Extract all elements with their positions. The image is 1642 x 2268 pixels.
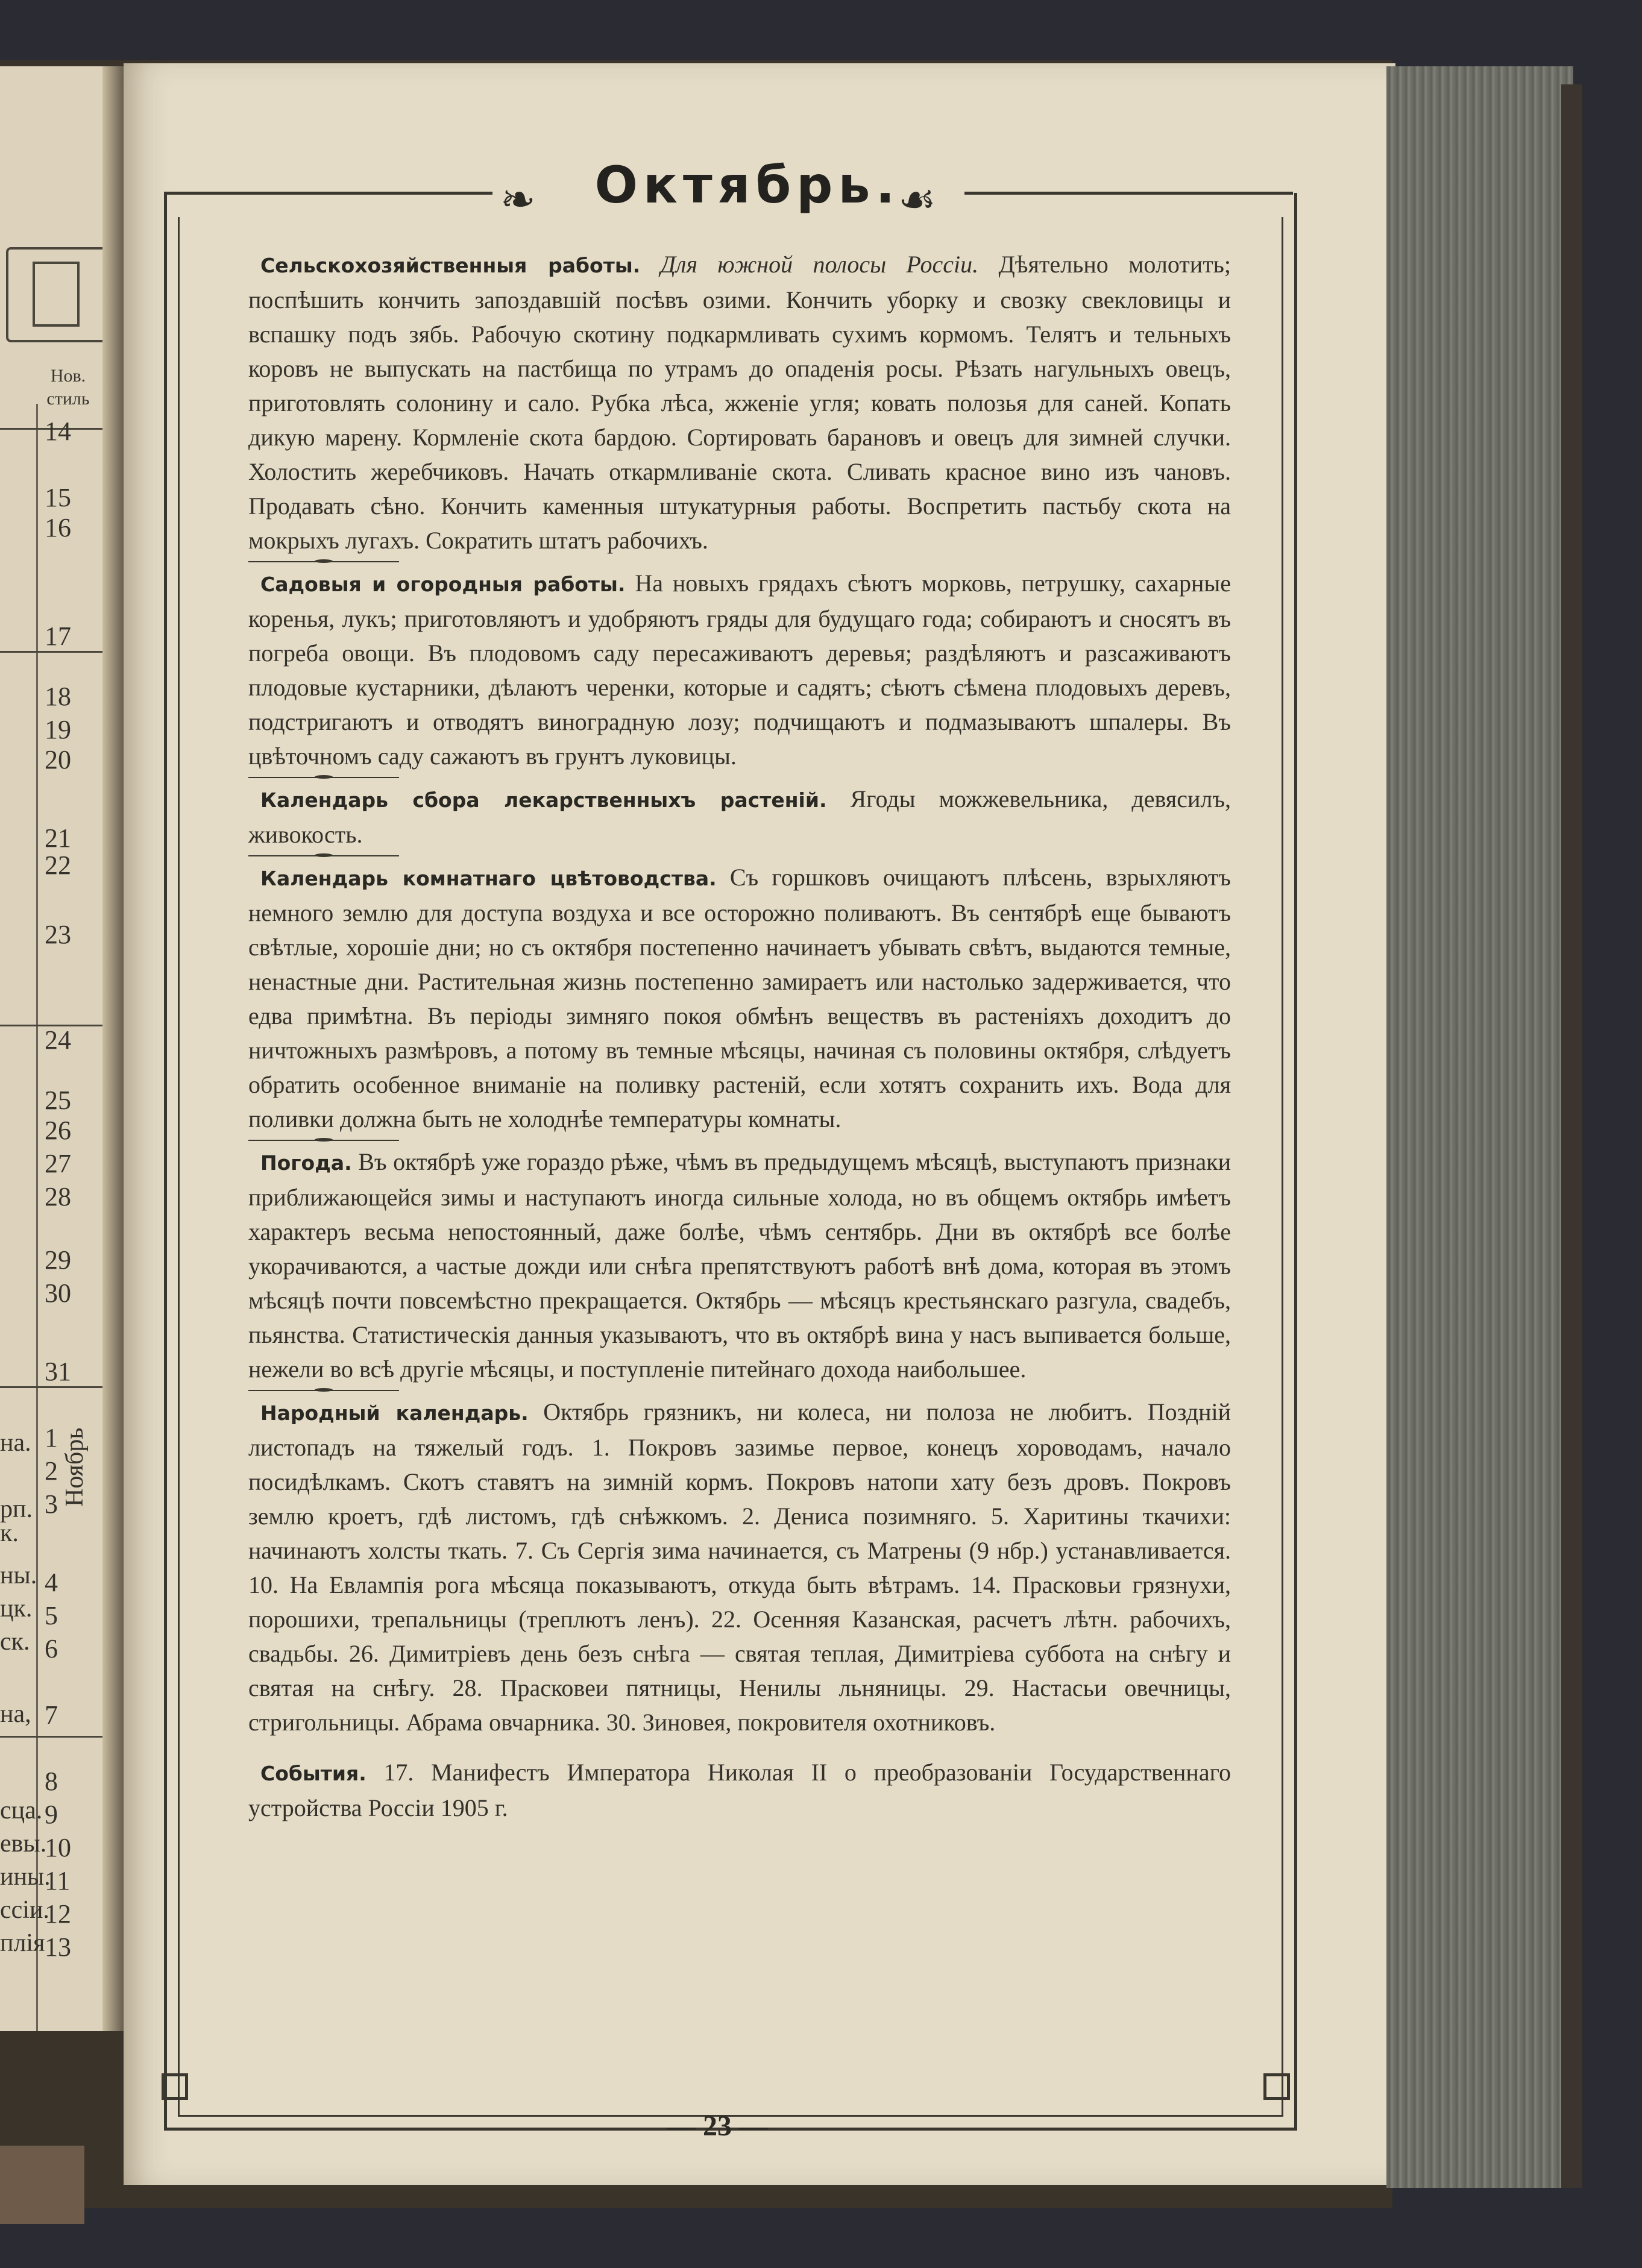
section-heading: Народный календарь. — [260, 1401, 529, 1425]
left-day-number: 9 — [45, 1800, 58, 1829]
section-garden — [248, 566, 1231, 773]
left-page-fragment — [0, 66, 116, 2031]
left-column-header: Нов. стиль — [46, 366, 90, 409]
section-subheading: Для южной полосы Россiи. — [660, 251, 979, 278]
section-divider — [248, 1140, 399, 1141]
left-day-number: 3 — [45, 1489, 58, 1519]
left-text-fragment: сца. — [0, 1797, 43, 1824]
section-heading: Садовыя и огородныя работы. — [260, 573, 626, 596]
left-text-fragment: ины. — [0, 1863, 51, 1891]
left-day-number: 25 — [45, 1085, 71, 1115]
left-day-number: 16 — [45, 513, 71, 542]
section-text: Съ горшковъ очищаютъ плѣсень, взрыхляютъ немного землю для доступа воздуха и все осторожно поливаютъ. Въ сентябрѣ еще бываютъ свѣтлые, хорошiе дни; но съ октября постепенно начинаетъ убывать свѣтъ, выдаются темные, ненастные дни. Растительная жизнь постепенно замираетъ или настолько задерживается, что едва примѣтна. Въ перiоды зимняго покоя обмѣнъ веществъ въ растенiяхъ доходитъ до ничтожныхъ размѣровъ, а потому въ темные мѣсяцы, начиная съ половины октября, слѣдуетъ обратить особенное вниманiе на поливку растенiй, если хотятъ сохранить ихъ. Вода для поливки должна быть не холоднѣе температуры комнаты. — [248, 864, 1231, 1132]
section-divider — [248, 1390, 399, 1391]
left-day-number: 11 — [45, 1866, 71, 1896]
section-folk-calendar — [248, 1395, 1231, 1739]
left-day-number: 17 — [45, 621, 71, 651]
left-day-number: 20 — [45, 745, 71, 774]
left-text-fragment: к. — [0, 1519, 19, 1547]
column-rule — [36, 404, 38, 2031]
section-medicinal-plants — [248, 782, 1231, 852]
left-day-number: 4 — [45, 1568, 58, 1597]
left-day-number: 5 — [45, 1601, 58, 1630]
section-weather — [248, 1145, 1231, 1386]
left-day-number: 23 — [45, 920, 71, 949]
left-day-number: 15 — [45, 483, 71, 512]
page-number: — 23 — — [667, 2110, 768, 2142]
left-day-number: 26 — [45, 1116, 71, 1145]
left-day-number: 24 — [45, 1025, 71, 1055]
left-text-fragment: евы. — [0, 1830, 47, 1858]
left-day-number: 18 — [45, 682, 71, 711]
ornament-box — [6, 247, 107, 342]
section-divider — [248, 561, 399, 562]
section-agriculture — [248, 247, 1231, 558]
section-heading: Погода. — [260, 1151, 352, 1175]
scroll-ornament-right: ☙ — [898, 177, 936, 224]
frame-corner-ornament — [1263, 2073, 1290, 2100]
left-text-fragment: плiя — [0, 1929, 45, 1957]
left-day-number: 8 — [45, 1767, 58, 1796]
spacer — [248, 1739, 1231, 1755]
section-text: Дѣятельно молотить; поспѣшить кончить запоздавшiй посѣвъ озими. Кончить уборку и свозку свекловицы и вспашку подъ зябь. Рабочую скотину подкармливать сухимъ кормомъ. Телятъ и тельныхъ коровъ не выпускать на пастбища по утрамъ до опаденiя росы. Рѣзать нагульныхъ овецъ, приготовлять солонину и сало. Рубка лѣса, жженiе угля; ковать полозья для саней. Копать дикую марену. Кормленiе скота бардою. Сортировать барановъ и овецъ для зимней случки. Холостить жеребчиковъ. Начать откармливанiе скота. Сливать красное вино изъ чановъ. Продавать сѣно. Кончить каменныя штукатурныя работы. Воспретить пастьбу скота на мокрыхъ лугахъ. Сократить штатъ рабочихъ. — [248, 251, 1232, 554]
section-indoor-flowers — [248, 860, 1231, 1136]
left-day-number: 13 — [45, 1932, 71, 1962]
section-heading: События. — [260, 1762, 366, 1785]
left-day-number: 21 — [45, 823, 71, 853]
section-text: На новыхъ грядахъ сѣютъ морковь, петрушку, сахарные коренья, лукъ; приготовляютъ и удобряютъ гряды для будущаго года; собираютъ и сносятъ въ погреба овощи. Въ плодовомъ саду пересаживаютъ деревья; раздѣляютъ и разсаживаютъ плодовые кустарники, дѣлаютъ черенки, которые и садятъ; сѣютъ сѣмена плодовыхъ деревъ, подстригаютъ и отводятъ виноградную лозу; подчищаютъ и подмазываютъ шпалеры. Въ цвѣточномъ саду сажаютъ въ грунтъ луковицы. — [248, 570, 1232, 770]
left-text-fragment: ссiи. — [0, 1896, 49, 1924]
section-divider — [248, 855, 399, 856]
section-text: Въ октябрѣ уже гораздо рѣже, чѣмъ въ предыдущемъ мѣсяцѣ, выступаютъ признаки приближающейся зимы и наступаютъ иногда сильные холода, но въ общемъ октябрь имѣетъ характеръ весьма непостоянный, даже болѣе, чѣмъ сентябрь. Дни въ октябрѣ все болѣе укорачиваются, а частые дожди или снѣга препятствуютъ работѣ внѣ дома, которая въ этомъ мѣсяцѣ почти повсемѣстно прекращается. Октябрь — мѣсяцъ крестьянскаго разгула, свадебъ, пьянства. Статистическiя данныя указываютъ, что въ октябрѣ вина у насъ выпивается больше, нежели во всѣ другiе мѣсяцы, и поступленiе питейнаго дохода наибольшее. — [248, 1148, 1232, 1383]
scroll-ornament-left: ❧ — [500, 177, 536, 224]
section-text: 17. Манифестъ Императора Николая II о преобразованiи Государственнаго устройства Россiи 1905 г. — [248, 1759, 1231, 1821]
row-rule — [0, 1736, 115, 1738]
left-text-fragment: на. — [0, 1429, 31, 1457]
frame-corner-ornament — [162, 2073, 188, 2100]
book-cover-corner — [0, 2146, 84, 2224]
left-day-number: 22 — [45, 850, 71, 880]
section-divider — [248, 777, 399, 778]
section-heading: Сельскохозяйственныя работы. — [260, 254, 641, 277]
left-day-number: 7 — [45, 1700, 58, 1730]
book-cover-edge — [1561, 84, 1582, 2188]
left-day-number: 28 — [45, 1182, 71, 1211]
left-month-label: Ноябрь — [61, 1427, 89, 1507]
left-text-fragment: на, — [0, 1700, 31, 1728]
section-heading: Календарь сбора лекарственныхъ растенiй. — [260, 788, 827, 812]
left-day-number: 30 — [45, 1278, 71, 1308]
left-text-fragment: ск. — [0, 1628, 30, 1656]
left-text-fragment: рп. — [0, 1495, 33, 1523]
left-day-number: 31 — [45, 1357, 71, 1386]
left-day-number: 29 — [45, 1245, 71, 1275]
section-text: Октябрь грязникъ, ни колеса, ни полоза не любитъ. Поздній листопадъ на тяжелый годъ. 1. Покровъ зазимье первое, конецъ хороводамъ, начало посидѣлкамъ. Скотъ ставятъ на зимнiй кормъ. Покровъ натопи хату безъ дровъ. Покровъ землю кроетъ, гдѣ листомъ, гдѣ снѣжкомъ. 2. Дениса позимняго. 5. Харитины ткачихи: начинаютъ холсты ткать. 7. Съ Сергiя зима начинается, съ Матрены (9 нбр.) устанавливается. 10. На Евлампiя рога мѣсяца показываютъ, откуда быть вѣтрамъ. 14. Прасковьи грязнухи, порошихи, трепальницы (треплютъ ленъ). 22. Осенняя Казанская, расчетъ лѣтн. рабочихъ, свадьбы. 26. Димитрiевъ день безъ снѣга — святая теплая, Димитрiева суббота на снѣгу и святая на снѣгу. 28. Прасковеи пятницы, Ненилы льняницы. 29. Настасьи овечницы, стригольницы. Абрама овчарника. 30. Зиновея, покровителя охотниковъ. — [248, 1398, 1231, 1736]
page-edges — [1386, 66, 1573, 2188]
left-text-fragment: ны. — [0, 1562, 37, 1589]
left-text-fragment: цк. — [0, 1595, 33, 1622]
left-day-number: 12 — [45, 1899, 71, 1929]
section-heading: Календарь комнатнаго цвѣтоводства. — [260, 867, 717, 890]
left-day-number: 14 — [45, 416, 71, 446]
page-body — [248, 247, 1231, 1825]
month-title: Октябрь. — [594, 155, 901, 215]
left-day-number: 10 — [45, 1833, 71, 1862]
section-text: Ягоды можжевельника, девясилъ, живокость. — [248, 785, 1232, 848]
left-day-number: 27 — [45, 1149, 71, 1178]
left-day-number: 1 — [45, 1423, 58, 1453]
left-day-number: 2 — [45, 1456, 58, 1486]
left-day-number: 19 — [45, 715, 71, 744]
section-events — [248, 1755, 1231, 1825]
left-day-number: 6 — [45, 1634, 58, 1663]
